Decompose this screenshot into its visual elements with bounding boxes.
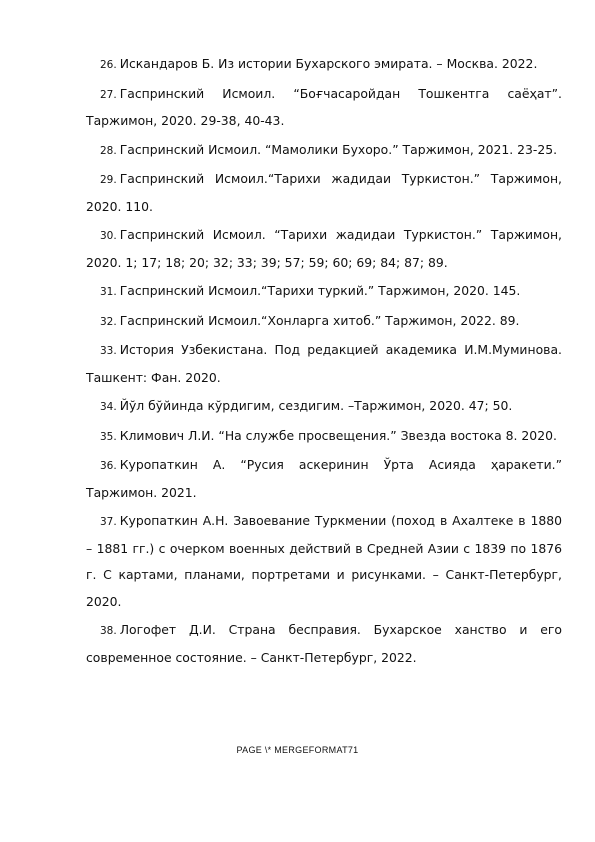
reference-number: 36.: [100, 460, 117, 472]
reference-number: 27.: [100, 88, 117, 101]
reference-text: Гаспринский Исмоил. “Тарихи жадидаи Туркистон.” Таржимон, 2020. 1; 17; 18; 20; 32; 33; 39; 57; 59; 60; 69; 84; 87; 89.: [86, 227, 562, 270]
reference-item: [86, 393, 562, 421]
reference-text: Йўл бўйинда кўрдигим, сездигим. –Таржимон, 2020. 47; 50.: [119, 398, 513, 413]
reference-text: Климович Л.И. “На службе просвещения.” Звезда востока 8. 2020.: [119, 427, 557, 443]
reference-number: 35.: [100, 430, 117, 443]
reference-number: 28.: [100, 144, 117, 157]
reference-text: Куропаткин А. “Русия аскеринин Ўрта Асияда ҳаракети.” Таржимон. 2021.: [86, 457, 562, 500]
reference-text: История Узбекистана. Под редакцией академика И.М.Муминова. Ташкент: Фан. 2020.: [86, 342, 562, 385]
reference-item: [86, 423, 562, 451]
reference-item: [86, 166, 562, 220]
reference-number: 38.: [100, 625, 117, 637]
reference-number: 33.: [100, 345, 117, 357]
reference-item: [86, 222, 562, 276]
reference-list: [86, 51, 562, 673]
reference-number: 30.: [100, 230, 117, 242]
reference-text: Гаспринский Исмоил. “Мамолики Бухоро.” Таржимон, 2021. 23-25.: [119, 141, 558, 157]
reference-text: Куропаткин А.Н. Завоевание Туркмении (поход в Ахалтеке в 1880 – 1881 гг.) с очерком военных действий в Средней Азии с 1839 по 1876 г. С картами, планами, портретами и рисунками. – Санкт-Петербург, 2020.: [86, 513, 562, 609]
reference-item: [86, 81, 562, 135]
reference-item: [86, 308, 562, 336]
page-number-field: PAGE \* MERGEFORMAT71: [236, 745, 359, 755]
reference-text: Гаспринский Исмоил.“Хонларга хитоб.” Таржимон, 2022. 89.: [119, 312, 520, 328]
reference-number: 32.: [100, 315, 117, 328]
reference-item: [86, 337, 562, 391]
reference-number: 34.: [100, 401, 117, 413]
reference-item: [86, 617, 562, 671]
reference-number: 26.: [100, 59, 117, 71]
reference-number: 31.: [100, 286, 117, 298]
reference-text: Искандаров Б. Из истории Бухарского эмирата. – Москва. 2022.: [119, 56, 538, 71]
reference-text: Гаспринский Исмоил. “Боғчасаройдан Тошкентга саёҳат”. Таржимон, 2020. 29-38, 40-43.: [86, 85, 562, 128]
reference-number: 29.: [100, 174, 117, 186]
reference-number: 37.: [100, 516, 117, 528]
reference-item: [86, 278, 562, 306]
reference-item: [86, 137, 562, 165]
reference-text: Гаспринский Исмоил.“Тарихи жадидаи Туркистон.” Таржимон, 2020. 110.: [86, 171, 562, 214]
reference-text: Гаспринский Исмоил.“Тарихи туркий.” Таржимон, 2020. 145.: [119, 283, 521, 298]
reference-item: [86, 508, 562, 615]
reference-text: Логофет Д.И. Страна бесправия. Бухарское ханство и его современное состояние. – Санкт-Петербург, 2022.: [86, 622, 562, 665]
reference-item: [86, 51, 562, 79]
reference-item: [86, 452, 562, 506]
